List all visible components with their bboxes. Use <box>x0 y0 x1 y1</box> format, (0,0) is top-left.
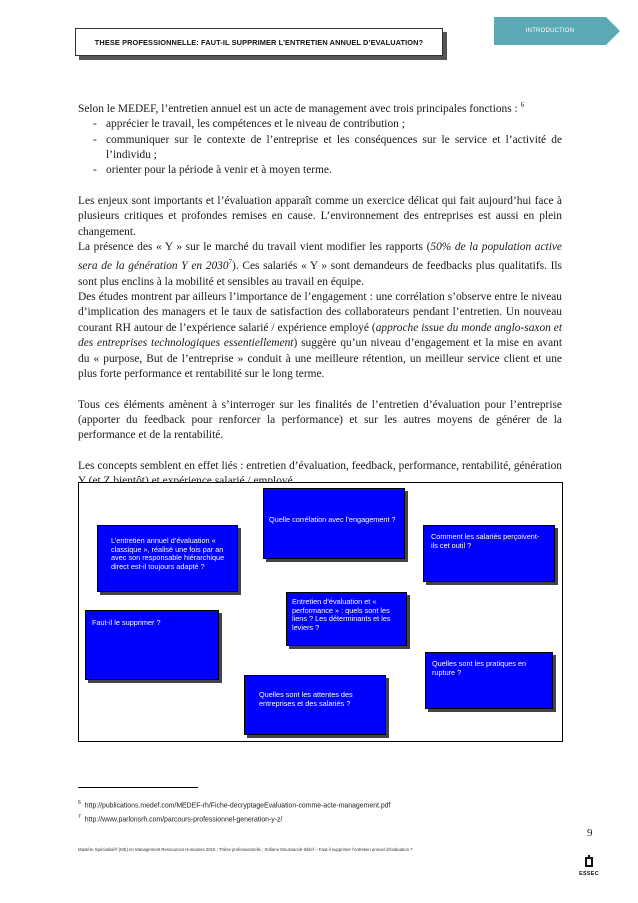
paragraph-text: Tous ces éléments amènent à s’interroger sur les finalités de l’entretien d’évaluation pour l’entreprise (apporter du feedback pour renforcer la performance) et sur les autres moyens de générer de la performance et de la rentabilité. <box>78 398 562 442</box>
list-item-text: apprécier le travail, les compétences et le niveau de contribution ; <box>106 118 405 131</box>
section-tab-introduction <box>494 17 620 45</box>
document-title-box <box>75 28 443 56</box>
question-text: Quelles sont les attentes des entreprises et des salariés ? <box>259 690 353 708</box>
paragraph <box>78 290 562 382</box>
footnote-7 <box>78 814 282 823</box>
question-box-expectations <box>244 675 386 735</box>
question-box-classic-interview <box>97 525 238 592</box>
footnote-number: 7 <box>78 814 81 820</box>
question-text: Entretien d’évaluation et « performance » : quels sont les liens ? Les déterminants et les leviers ? <box>292 597 391 632</box>
footnote-6 <box>78 800 390 809</box>
paragraph-text: Des études montrent par ailleurs l’importance de l’engagement : une corrélation s’observe entre le niveau d’implication des managers et le taux de satisfaction des collaborateurs pendant l’entretien. Un nouveau courant RH autour de l’expérience salarié / expérience employé ( <box>78 291 562 334</box>
question-text: L’entretien annuel d’évaluation « classique », réalisé une fois par an avec son responsable hiérarchique direct est-il toujours adapté ? <box>111 536 225 571</box>
footnote-number: 6 <box>78 800 81 806</box>
question-text: Quelles sont les pratiques en rupture ? <box>432 659 527 677</box>
document-title: THESE PROFESSIONNELLE: FAUT-IL SUPPRIMER L’ENTRETIEN ANNUEL D’EVALUATION? <box>94 37 424 47</box>
question-text: Quelle corrélation avec l’engagement ? <box>269 515 396 524</box>
footnote-ref-6: 6 <box>520 101 525 109</box>
list-item-text: communiquer sur le contexte de l’entreprise et les conséquences sur le service et l’activité de l’individu ; <box>106 133 562 162</box>
page-number: 9 <box>587 827 593 839</box>
paragraph <box>78 194 562 240</box>
question-text: Faut-il le supprimer ? <box>92 618 161 627</box>
question-box-engagement <box>263 488 405 559</box>
list-item: - orienter pour la période à venir et à moyen terme. <box>93 164 332 177</box>
intro-lead <box>78 98 562 117</box>
question-box-suppress <box>85 610 219 680</box>
question-box-breakthrough-practices <box>425 652 553 709</box>
paragraph <box>78 398 562 444</box>
paragraph-text: Les concepts semblent en effet liés : entretien d’évaluation, feedback, performance, rentabilité, génération <box>78 459 562 472</box>
paragraph <box>78 240 562 290</box>
paragraph-text: ) suggère qu’un niveau d’engagement et la mise en avant du « purpose, But de l’entreprise » conduit à une meilleure rétention, un meilleur service client et une plus forte performance et rentabilité sur le long terme. <box>78 337 563 381</box>
body-text <box>78 98 562 520</box>
footnote-link[interactable]: http://publications.medef.com/MEDEF-rh/Fiche-decryptageEvaluation-comme-acte-management.pdf <box>84 802 391 810</box>
paragraph-text: Les enjeux sont importants et l’évaluation apparaît comme un exercice délicat qui fait aujourd’hui face à plusieurs critiques et profondes remises en cause. L’environnement des entreprises est aussi en plein changement. <box>78 194 562 238</box>
list-item-text: orienter pour la période à venir et à moyen terme. <box>106 164 332 177</box>
paragraph-text: ). Ces salariés « Y » sont demandeurs de feedbacks plus qualitatifs. Ils sont plus enclins à la mobilité et sensibles au travail en équipe. <box>78 260 562 288</box>
section-tab-label: INTRODUCTION <box>525 28 575 34</box>
question-box-performance-links <box>286 592 407 646</box>
essec-logo-emblem <box>576 855 602 871</box>
footnote-link[interactable]: http://www.parlonsrh.com/parcours-professionnel-generation-y-z/ <box>84 816 283 824</box>
list-item: - communiquer sur le contexte de l’entreprise et les conséquences sur le service et l’activité de l’individu ; <box>93 133 562 162</box>
list-item: - apprécier le travail, les compétences et le niveau de contribution ; <box>93 118 405 131</box>
functions-list <box>78 117 562 179</box>
essec-logo <box>576 855 602 881</box>
intro-lead-text: Selon le MEDEF, l’entretien annuel est un acte de management avec trois principales fonctions : <box>78 102 518 115</box>
footnote-ref-7: 7 <box>228 258 233 267</box>
essec-logo-text: ESSEC <box>579 871 599 877</box>
paragraph-text: La présence des « Y » sur le marché du travail vient modifier les rapports ( <box>78 241 431 254</box>
paragraph-italic: approche issue du monde anglo-saxon et des entreprises technologiques essentiellement <box>78 321 562 350</box>
questions-diagram <box>78 482 563 742</box>
page-footer: Mastère Spécialisé® (MS) en Management Ressources Humaines 2015 ; Thèse professionnelle ; Sofiane Moussaceb-Ikhlef – Faut-il supprimer l’entretien annuel d’évaluation ? <box>78 847 413 852</box>
question-text: Comment les salariés perçoivent-ils cet outil ? <box>431 532 540 550</box>
footnote-separator <box>78 787 198 788</box>
question-box-employee-perception <box>423 525 555 582</box>
paragraph-italic: 50% de la population active sera de la génération Y en 2030 <box>78 241 562 273</box>
